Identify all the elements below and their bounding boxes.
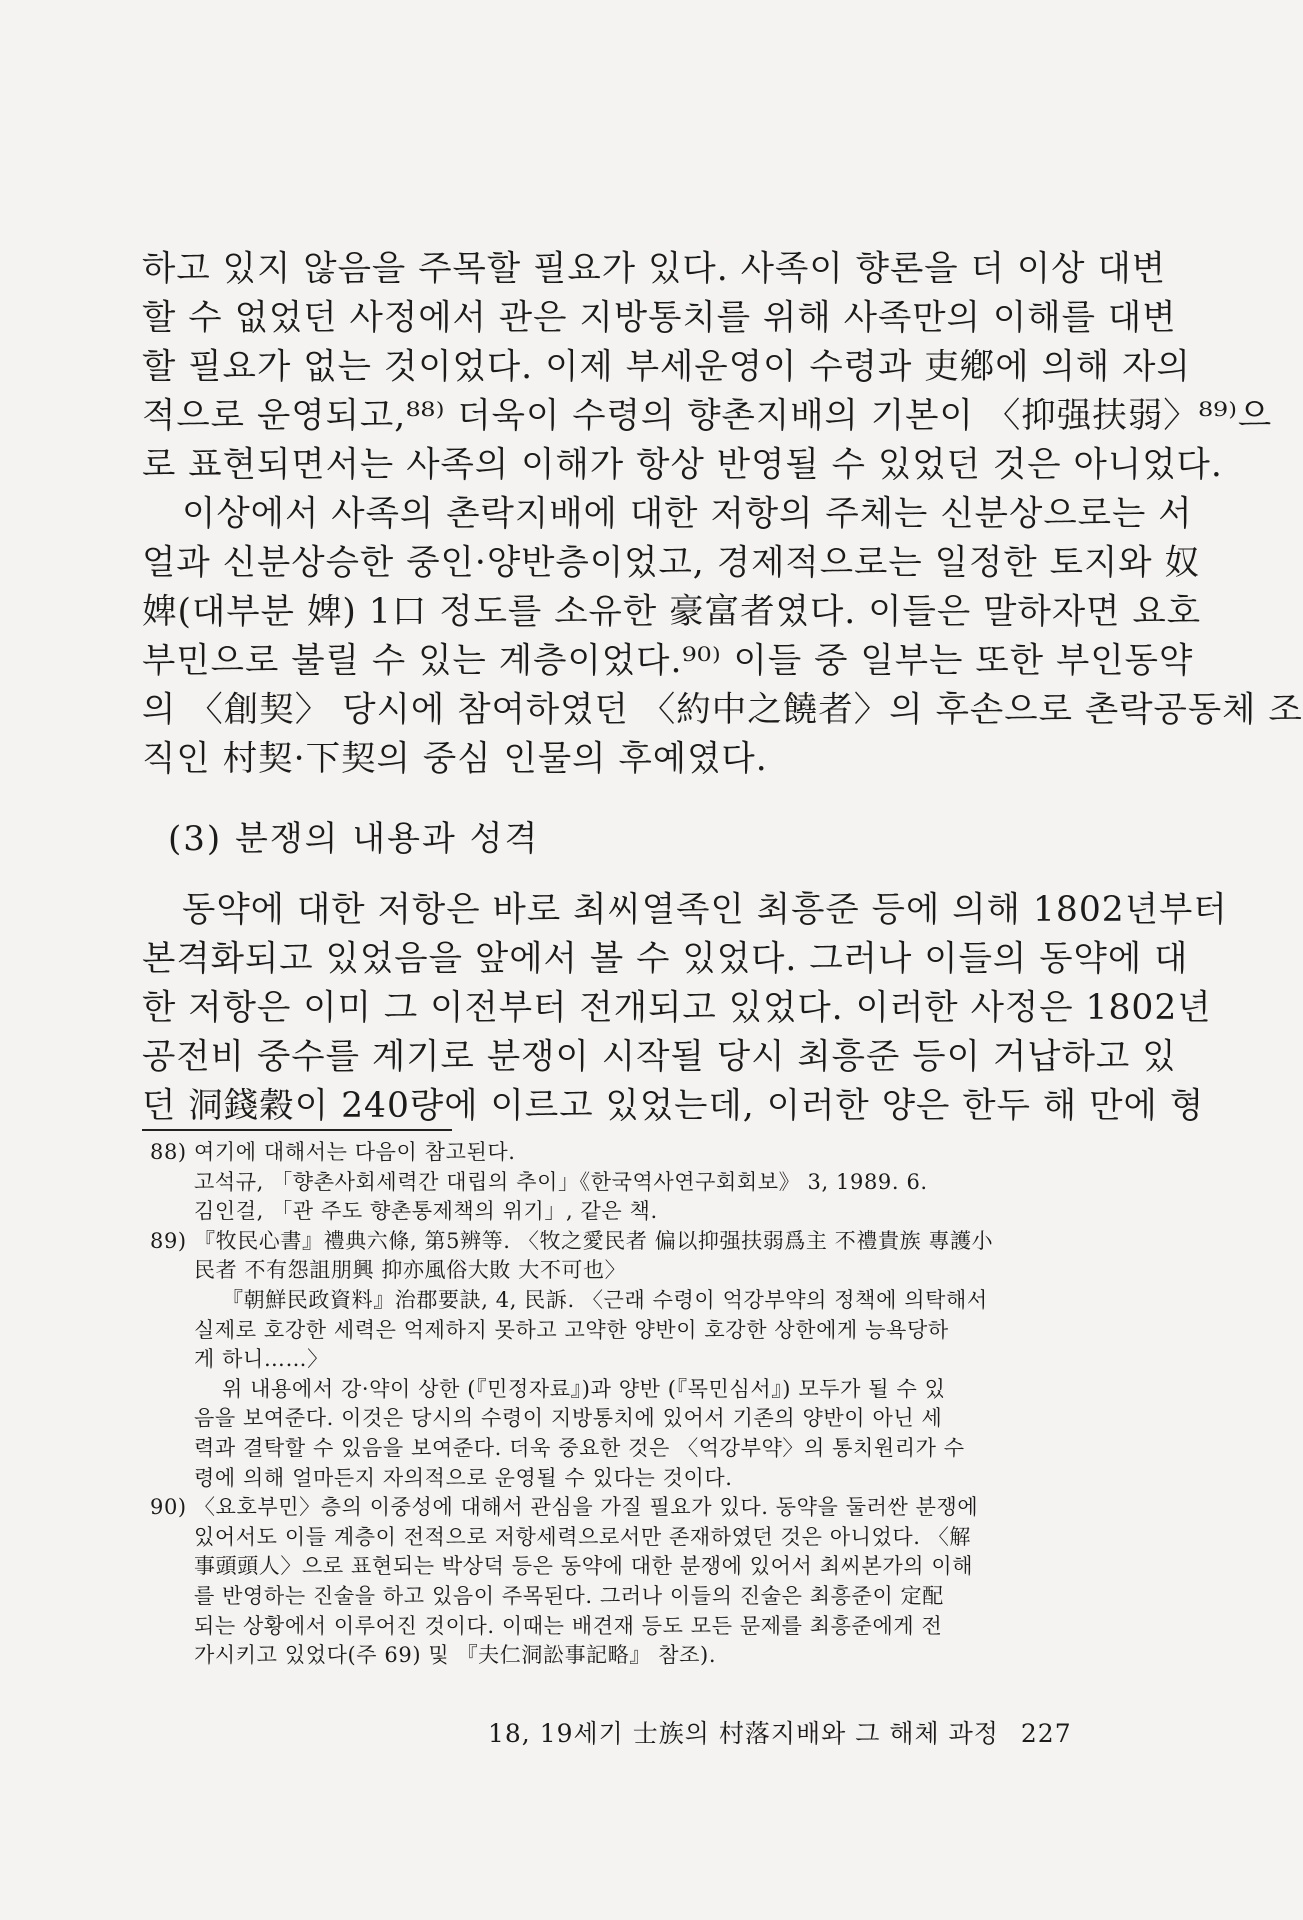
text-line: 할 수 없었던 사정에서 관은 지방통치를 위해 사족만의 이해를 대변 bbox=[142, 298, 1177, 338]
footnote-90-line: 되는 상황에서 이루어진 것이다. 이때는 배견재 등도 모든 문제를 최흥준에게 전 bbox=[194, 1613, 943, 1638]
footnote-89-line: 게 하니……〉 bbox=[194, 1347, 329, 1372]
footnote-89-line: 령에 의해 얼마든지 자의적으로 운영될 수 있다는 것이다. bbox=[194, 1465, 733, 1490]
text-line: 할 필요가 없는 것이었다. 이제 부세운영이 수령과 吏鄕에 의해 자의 bbox=[142, 347, 1191, 387]
footnote-89-line: 民者 不有怨詛朋興 抑亦風俗大敗 大不可也〉 bbox=[194, 1258, 627, 1283]
footnote-88-line: 김인걸, 「관 주도 향촌통제책의 위기」, 같은 책. bbox=[194, 1199, 658, 1224]
footnote-89-line: 음을 보여준다. 이것은 당시의 수령이 지방통치에 있어서 기존의 양반이 아닌 세 bbox=[194, 1406, 943, 1431]
text-line: 로 표현되면서는 사족의 이해가 항상 반영될 수 있었던 것은 아니었다. bbox=[142, 445, 1223, 485]
footnote-88-line: 88) 여기에 대해서는 다음이 참고된다. bbox=[150, 1138, 1070, 1168]
text-line: 한 저항은 이미 그 이전부터 전개되고 있었다. 이러한 사정은 1802년 bbox=[142, 988, 1212, 1028]
text-line: 던 洞錢穀이 240량에 이르고 있었는데, 이러한 양은 한두 해 만에 형 bbox=[142, 1086, 1205, 1126]
footnote-89-line: 위 내용에서 강·약이 상한 (『민정자료』)과 양반 (『목민심서』) 모두가 될 수 있 bbox=[222, 1376, 946, 1401]
text-line: 이상에서 사족의 촌락지배에 대한 저항의 주체는 신분상으로는 서 bbox=[182, 494, 1193, 534]
footnote-89-line: 『朝鮮民政資料』治郡要訣, 4, 民訴. 〈근래 수령이 억강부약의 정책에 의탁해서 bbox=[222, 1287, 988, 1312]
paragraph-3 bbox=[142, 886, 1228, 1131]
footnote-number: 89) bbox=[150, 1228, 187, 1253]
text-line: 부민으로 불릴 수 있는 계층이었다.⁹⁰⁾ 이들 중 일부는 또한 부인동약 bbox=[142, 641, 1194, 681]
text-line: 본격화되고 있었음을 앞에서 볼 수 있었다. 그러나 이들의 동약에 대 bbox=[142, 939, 1189, 979]
footnote-89-line: 력과 결탁할 수 있음을 보여준다. 더욱 중요한 것은 〈억강부약〉의 통치원리가 수 bbox=[194, 1435, 965, 1460]
footnote-90-line: 가시키고 있었다(주 69) 및 『夫仁洞訟事記略』 참조). bbox=[194, 1643, 717, 1668]
footnote-89-line: 89) 『牧民心書』禮典六條, 第5辨等. 〈牧之愛民者 偏以抑强扶弱爲主 不禮貴族 專護小 bbox=[150, 1227, 1070, 1257]
text-line: 의 〈創契〉 당시에 참여하였던 〈約中之饒者〉의 후손으로 촌락공동체 조 bbox=[142, 690, 1303, 730]
running-footer bbox=[488, 1714, 1072, 1750]
footnote-89-line: 실제로 호강한 세력은 억제하지 못하고 고약한 양반이 호강한 상한에게 능욕당하 bbox=[194, 1317, 949, 1342]
text-line: 적으로 운영되고,⁸⁸⁾ 더욱이 수령의 향촌지배의 기본이 〈抑强扶弱〉⁸⁹⁾으 bbox=[142, 396, 1273, 436]
page-number: 227 bbox=[1020, 1719, 1072, 1748]
text-line: 동약에 대한 저항은 바로 최씨열족인 최흥준 등에 의해 1802년부터 bbox=[182, 890, 1228, 930]
running-title: 18, 19세기 士族의 村落지배와 그 해체 과정 bbox=[488, 1719, 999, 1748]
footnote-number: 90) bbox=[150, 1495, 187, 1520]
footnotes bbox=[150, 1138, 1070, 1671]
footnote-number: 88) bbox=[150, 1140, 187, 1164]
footnote-divider bbox=[142, 1129, 452, 1131]
footnote-90-line: 를 반영하는 진술을 하고 있음이 주목된다. 그러나 이들의 진술은 최흥준이 定配 bbox=[194, 1583, 944, 1608]
section-heading: (3) 분쟁의 내용과 성격 bbox=[168, 819, 540, 859]
text-line: 직인 村契·下契의 중심 인물의 후예였다. bbox=[142, 739, 768, 779]
text-line: 공전비 중수를 계기로 분쟁이 시작될 당시 최흥준 등이 거납하고 있 bbox=[142, 1037, 1177, 1077]
text-line: 하고 있지 않음을 주목할 필요가 있다. 사족이 향론을 더 이상 대변 bbox=[142, 249, 1167, 289]
text-line: 婢(대부분 婢) 1口 정도를 소유한 豪富者였다. 이들은 말하자면 요호 bbox=[142, 592, 1202, 632]
paragraph-2 bbox=[142, 490, 1303, 784]
paragraph-1 bbox=[142, 245, 1273, 490]
footnote-90-line: 있어서도 이들 계층이 전적으로 저항세력으로서만 존재하였던 것은 아니었다. 〈解 bbox=[194, 1524, 972, 1549]
footnote-90-line: 90) 〈요호부민〉층의 이중성에 대해서 관심을 가질 필요가 있다. 동약을 둘러싼 분쟁에 bbox=[150, 1493, 1070, 1523]
text-line: 얼과 신분상승한 중인·양반층이었고, 경제적으로는 일정한 토지와 奴 bbox=[142, 543, 1201, 583]
footnote-90-line: 事頭頭人〉으로 표현되는 박상덕 등은 동약에 대한 분쟁에 있어서 최씨본가의 이해 bbox=[194, 1554, 974, 1579]
footnote-88-line: 고석규, 「향촌사회세력간 대립의 추이」《한국역사연구회회보》 3, 1989. 6. bbox=[194, 1169, 928, 1194]
